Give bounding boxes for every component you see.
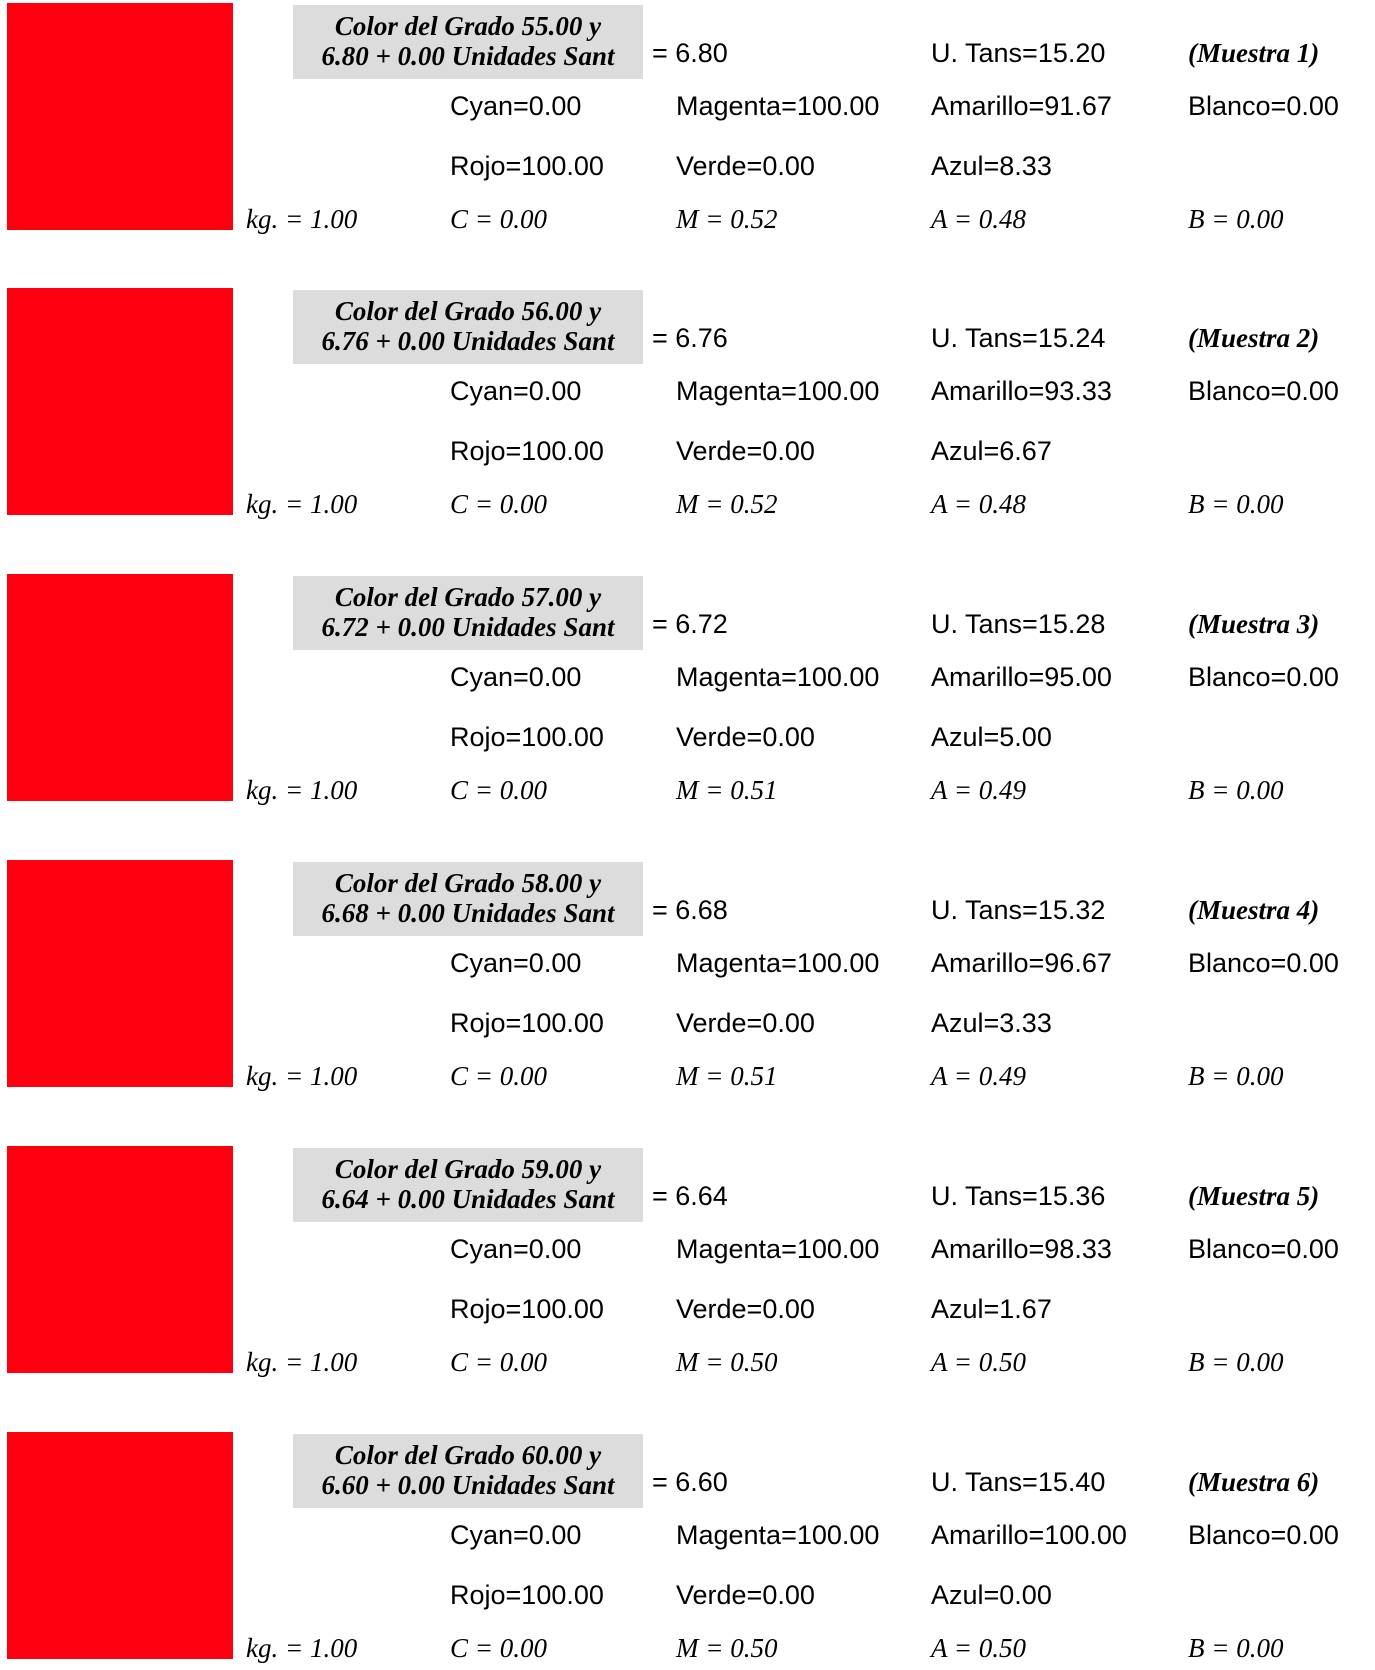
c-value: C = 0.00 bbox=[450, 489, 547, 519]
azul-value: Azul=0.00 bbox=[931, 1580, 1052, 1610]
sample-title-line-2: 6.80 + 0.00 Unidades Sant bbox=[321, 41, 615, 71]
kg-value: kg. = 1.00 bbox=[246, 489, 358, 519]
c-value: C = 0.00 bbox=[450, 1633, 547, 1663]
azul-value: Azul=8.33 bbox=[931, 151, 1052, 181]
u-tans-value: U. Tans=15.28 bbox=[931, 609, 1106, 639]
kg-value: kg. = 1.00 bbox=[246, 1633, 358, 1663]
muestra-label: (Muestra 5) bbox=[1188, 1181, 1320, 1211]
muestra-label: (Muestra 4) bbox=[1188, 895, 1320, 925]
a-value: A = 0.50 bbox=[931, 1347, 1026, 1377]
m-value: M = 0.50 bbox=[676, 1633, 778, 1663]
blanco-value: Blanco=0.00 bbox=[1188, 91, 1339, 121]
a-value: A = 0.48 bbox=[931, 204, 1026, 234]
amarillo-value: Amarillo=95.00 bbox=[931, 662, 1112, 692]
muestra-label: (Muestra 6) bbox=[1188, 1467, 1320, 1497]
color-swatch bbox=[7, 860, 233, 1087]
blanco-value: Blanco=0.00 bbox=[1188, 376, 1339, 406]
color-swatch bbox=[7, 574, 233, 801]
color-swatch bbox=[7, 1146, 233, 1373]
m-value: M = 0.51 bbox=[676, 1061, 778, 1091]
b-value: B = 0.00 bbox=[1188, 775, 1284, 805]
magenta-value: Magenta=100.00 bbox=[676, 91, 880, 121]
equals-value: = 6.60 bbox=[652, 1467, 728, 1497]
u-tans-value: U. Tans=15.32 bbox=[931, 895, 1106, 925]
sample-title bbox=[293, 862, 643, 936]
kg-value: kg. = 1.00 bbox=[246, 775, 358, 805]
sample-title-line-1: Color del Grado 56.00 y bbox=[334, 296, 602, 326]
u-tans-value: U. Tans=15.40 bbox=[931, 1467, 1106, 1497]
sample-title-line-1: Color del Grado 59.00 y bbox=[334, 1154, 602, 1184]
rojo-value: Rojo=100.00 bbox=[450, 151, 604, 181]
a-value: A = 0.50 bbox=[931, 1633, 1026, 1663]
sample-title-line-1: Color del Grado 57.00 y bbox=[334, 582, 602, 612]
sample-title-line-1: Color del Grado 60.00 y bbox=[334, 1440, 602, 1470]
m-value: M = 0.52 bbox=[676, 204, 778, 234]
blanco-value: Blanco=0.00 bbox=[1188, 1520, 1339, 1550]
rojo-value: Rojo=100.00 bbox=[450, 722, 604, 752]
a-value: A = 0.49 bbox=[931, 1061, 1026, 1091]
magenta-value: Magenta=100.00 bbox=[676, 662, 880, 692]
cyan-value: Cyan=0.00 bbox=[450, 376, 582, 406]
azul-value: Azul=3.33 bbox=[931, 1008, 1052, 1038]
verde-value: Verde=0.00 bbox=[676, 1580, 815, 1610]
rojo-value: Rojo=100.00 bbox=[450, 1008, 604, 1038]
equals-value: = 6.80 bbox=[652, 38, 728, 68]
sample-title-line-2: 6.64 + 0.00 Unidades Sant bbox=[321, 1184, 615, 1214]
u-tans-value: U. Tans=15.24 bbox=[931, 323, 1106, 353]
c-value: C = 0.00 bbox=[450, 775, 547, 805]
azul-value: Azul=5.00 bbox=[931, 722, 1052, 752]
color-swatch bbox=[7, 1432, 233, 1659]
verde-value: Verde=0.00 bbox=[676, 151, 815, 181]
cyan-value: Cyan=0.00 bbox=[450, 1234, 582, 1264]
amarillo-value: Amarillo=96.67 bbox=[931, 948, 1112, 978]
azul-value: Azul=1.67 bbox=[931, 1294, 1052, 1324]
equals-value: = 6.76 bbox=[652, 323, 728, 353]
cyan-value: Cyan=0.00 bbox=[450, 1520, 582, 1550]
amarillo-value: Amarillo=91.67 bbox=[931, 91, 1112, 121]
magenta-value: Magenta=100.00 bbox=[676, 948, 880, 978]
muestra-label: (Muestra 2) bbox=[1188, 323, 1320, 353]
sample-title bbox=[293, 1434, 643, 1508]
sample-title bbox=[293, 576, 643, 650]
b-value: B = 0.00 bbox=[1188, 1061, 1284, 1091]
u-tans-value: U. Tans=15.20 bbox=[931, 38, 1106, 68]
magenta-value: Magenta=100.00 bbox=[676, 1234, 880, 1264]
cyan-value: Cyan=0.00 bbox=[450, 662, 582, 692]
sample-title-line-2: 6.72 + 0.00 Unidades Sant bbox=[321, 612, 615, 642]
sample-title-line-1: Color del Grado 55.00 y bbox=[334, 11, 602, 41]
color-sample bbox=[0, 1146, 1375, 1376]
verde-value: Verde=0.00 bbox=[676, 722, 815, 752]
azul-value: Azul=6.67 bbox=[931, 436, 1052, 466]
equals-value: = 6.72 bbox=[652, 609, 728, 639]
rojo-value: Rojo=100.00 bbox=[450, 1580, 604, 1610]
c-value: C = 0.00 bbox=[450, 1061, 547, 1091]
sample-title bbox=[293, 290, 643, 364]
color-sample bbox=[0, 3, 1375, 233]
cyan-value: Cyan=0.00 bbox=[450, 91, 582, 121]
sample-title-line-2: 6.68 + 0.00 Unidades Sant bbox=[321, 898, 615, 928]
kg-value: kg. = 1.00 bbox=[246, 1347, 358, 1377]
blanco-value: Blanco=0.00 bbox=[1188, 948, 1339, 978]
verde-value: Verde=0.00 bbox=[676, 1008, 815, 1038]
rojo-value: Rojo=100.00 bbox=[450, 1294, 604, 1324]
m-value: M = 0.51 bbox=[676, 775, 778, 805]
amarillo-value: Amarillo=98.33 bbox=[931, 1234, 1112, 1264]
equals-value: = 6.68 bbox=[652, 895, 728, 925]
color-sample bbox=[0, 574, 1375, 804]
color-swatch bbox=[7, 3, 233, 230]
cyan-value: Cyan=0.00 bbox=[450, 948, 582, 978]
b-value: B = 0.00 bbox=[1188, 1347, 1284, 1377]
a-value: A = 0.48 bbox=[931, 489, 1026, 519]
kg-value: kg. = 1.00 bbox=[246, 1061, 358, 1091]
m-value: M = 0.52 bbox=[676, 489, 778, 519]
muestra-label: (Muestra 3) bbox=[1188, 609, 1320, 639]
a-value: A = 0.49 bbox=[931, 775, 1026, 805]
b-value: B = 0.00 bbox=[1188, 1633, 1284, 1663]
blanco-value: Blanco=0.00 bbox=[1188, 1234, 1339, 1264]
sample-title bbox=[293, 1148, 643, 1222]
sample-title bbox=[293, 5, 643, 79]
kg-value: kg. = 1.00 bbox=[246, 204, 358, 234]
c-value: C = 0.00 bbox=[450, 204, 547, 234]
muestra-label: (Muestra 1) bbox=[1188, 38, 1320, 68]
magenta-value: Magenta=100.00 bbox=[676, 1520, 880, 1550]
verde-value: Verde=0.00 bbox=[676, 436, 815, 466]
sample-title-line-1: Color del Grado 58.00 y bbox=[334, 868, 602, 898]
verde-value: Verde=0.00 bbox=[676, 1294, 815, 1324]
blanco-value: Blanco=0.00 bbox=[1188, 662, 1339, 692]
b-value: B = 0.00 bbox=[1188, 204, 1284, 234]
amarillo-value: Amarillo=100.00 bbox=[931, 1520, 1127, 1550]
u-tans-value: U. Tans=15.36 bbox=[931, 1181, 1106, 1211]
sample-title-line-2: 6.76 + 0.00 Unidades Sant bbox=[321, 326, 615, 356]
rojo-value: Rojo=100.00 bbox=[450, 436, 604, 466]
color-sample bbox=[0, 288, 1375, 518]
color-sample bbox=[0, 1432, 1375, 1662]
b-value: B = 0.00 bbox=[1188, 489, 1284, 519]
color-swatch bbox=[7, 288, 233, 515]
magenta-value: Magenta=100.00 bbox=[676, 376, 880, 406]
sample-title-line-2: 6.60 + 0.00 Unidades Sant bbox=[321, 1470, 615, 1500]
c-value: C = 0.00 bbox=[450, 1347, 547, 1377]
equals-value: = 6.64 bbox=[652, 1181, 728, 1211]
m-value: M = 0.50 bbox=[676, 1347, 778, 1377]
color-sample bbox=[0, 860, 1375, 1090]
amarillo-value: Amarillo=93.33 bbox=[931, 376, 1112, 406]
